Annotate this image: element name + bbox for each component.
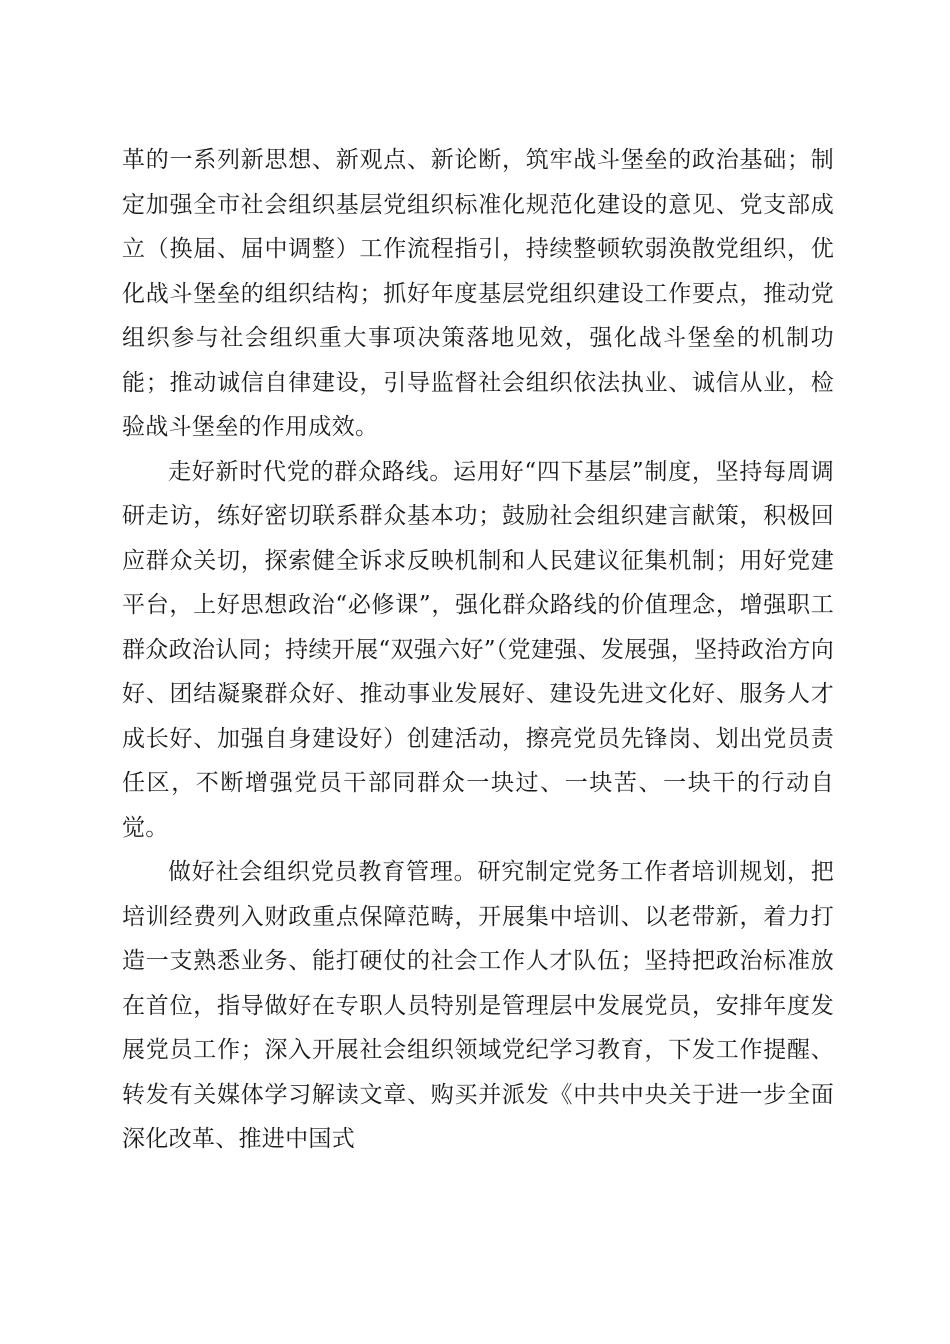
document-body (122, 138, 834, 1162)
paragraph-member-education: 做好社会组织党员教育管理。研究制定党务工作者培训规划，把培训经费列入财政重点保障范畴，开展集中培训、以老带新，着力打造一支熟悉业务、能打硬仗的社会工作人才队伍；坚持把政治标准放在首位，指导做好在专职人员特别是管理层中发展党员，安排年度发展党员工作；深入开展社会组织领域党纪学习教育，下发工作提醒、转发有关媒体学习解读文章、购买并派发《中共中央关于进一步全面深化改革、推进中国式 (122, 859, 834, 1152)
paragraph-continuation: 革的一系列新思想、新观点、新论断，筑牢战斗堡垒的政治基础；制定加强全市社会组织基层党组织标准化规范化建设的意见、党支部成立（换届、届中调整）工作流程指引，持续整顿软弱涣散党组织，优化战斗堡垒的组织结构；抓好年度基层党组织建设工作要点，推动党组织参与社会组织重大事项决策落地见效，强化战斗堡垒的机制功能；推动诚信自律建设，引导监督社会组织依法执业、诚信从业，检验战斗堡垒的作用成效。 (122, 147, 834, 440)
paragraph-mass-line: 走好新时代党的群众路线。运用好“四下基层”制度，坚持每周调研走访，练好密切联系群众基本功；鼓励社会组织建言献策，积极回应群众关切，探索健全诉求反映机制和人民建议征集机制；用好党建平台，上好思想政治“必修课”，强化群众路线的价值理念，增强职工群众政治认同；持续开展“双强六好”（党建强、发展强，坚持政治方向好、团结凝聚群众好、推动事业发展好、建设先进文化好、服务人才成长好、加强自身建设好）创建活动，擦亮党员先锋岗、划出党员责任区，不断增强党员干部同群众一块过、一块苦、一块干的行动自觉。 (122, 458, 834, 841)
